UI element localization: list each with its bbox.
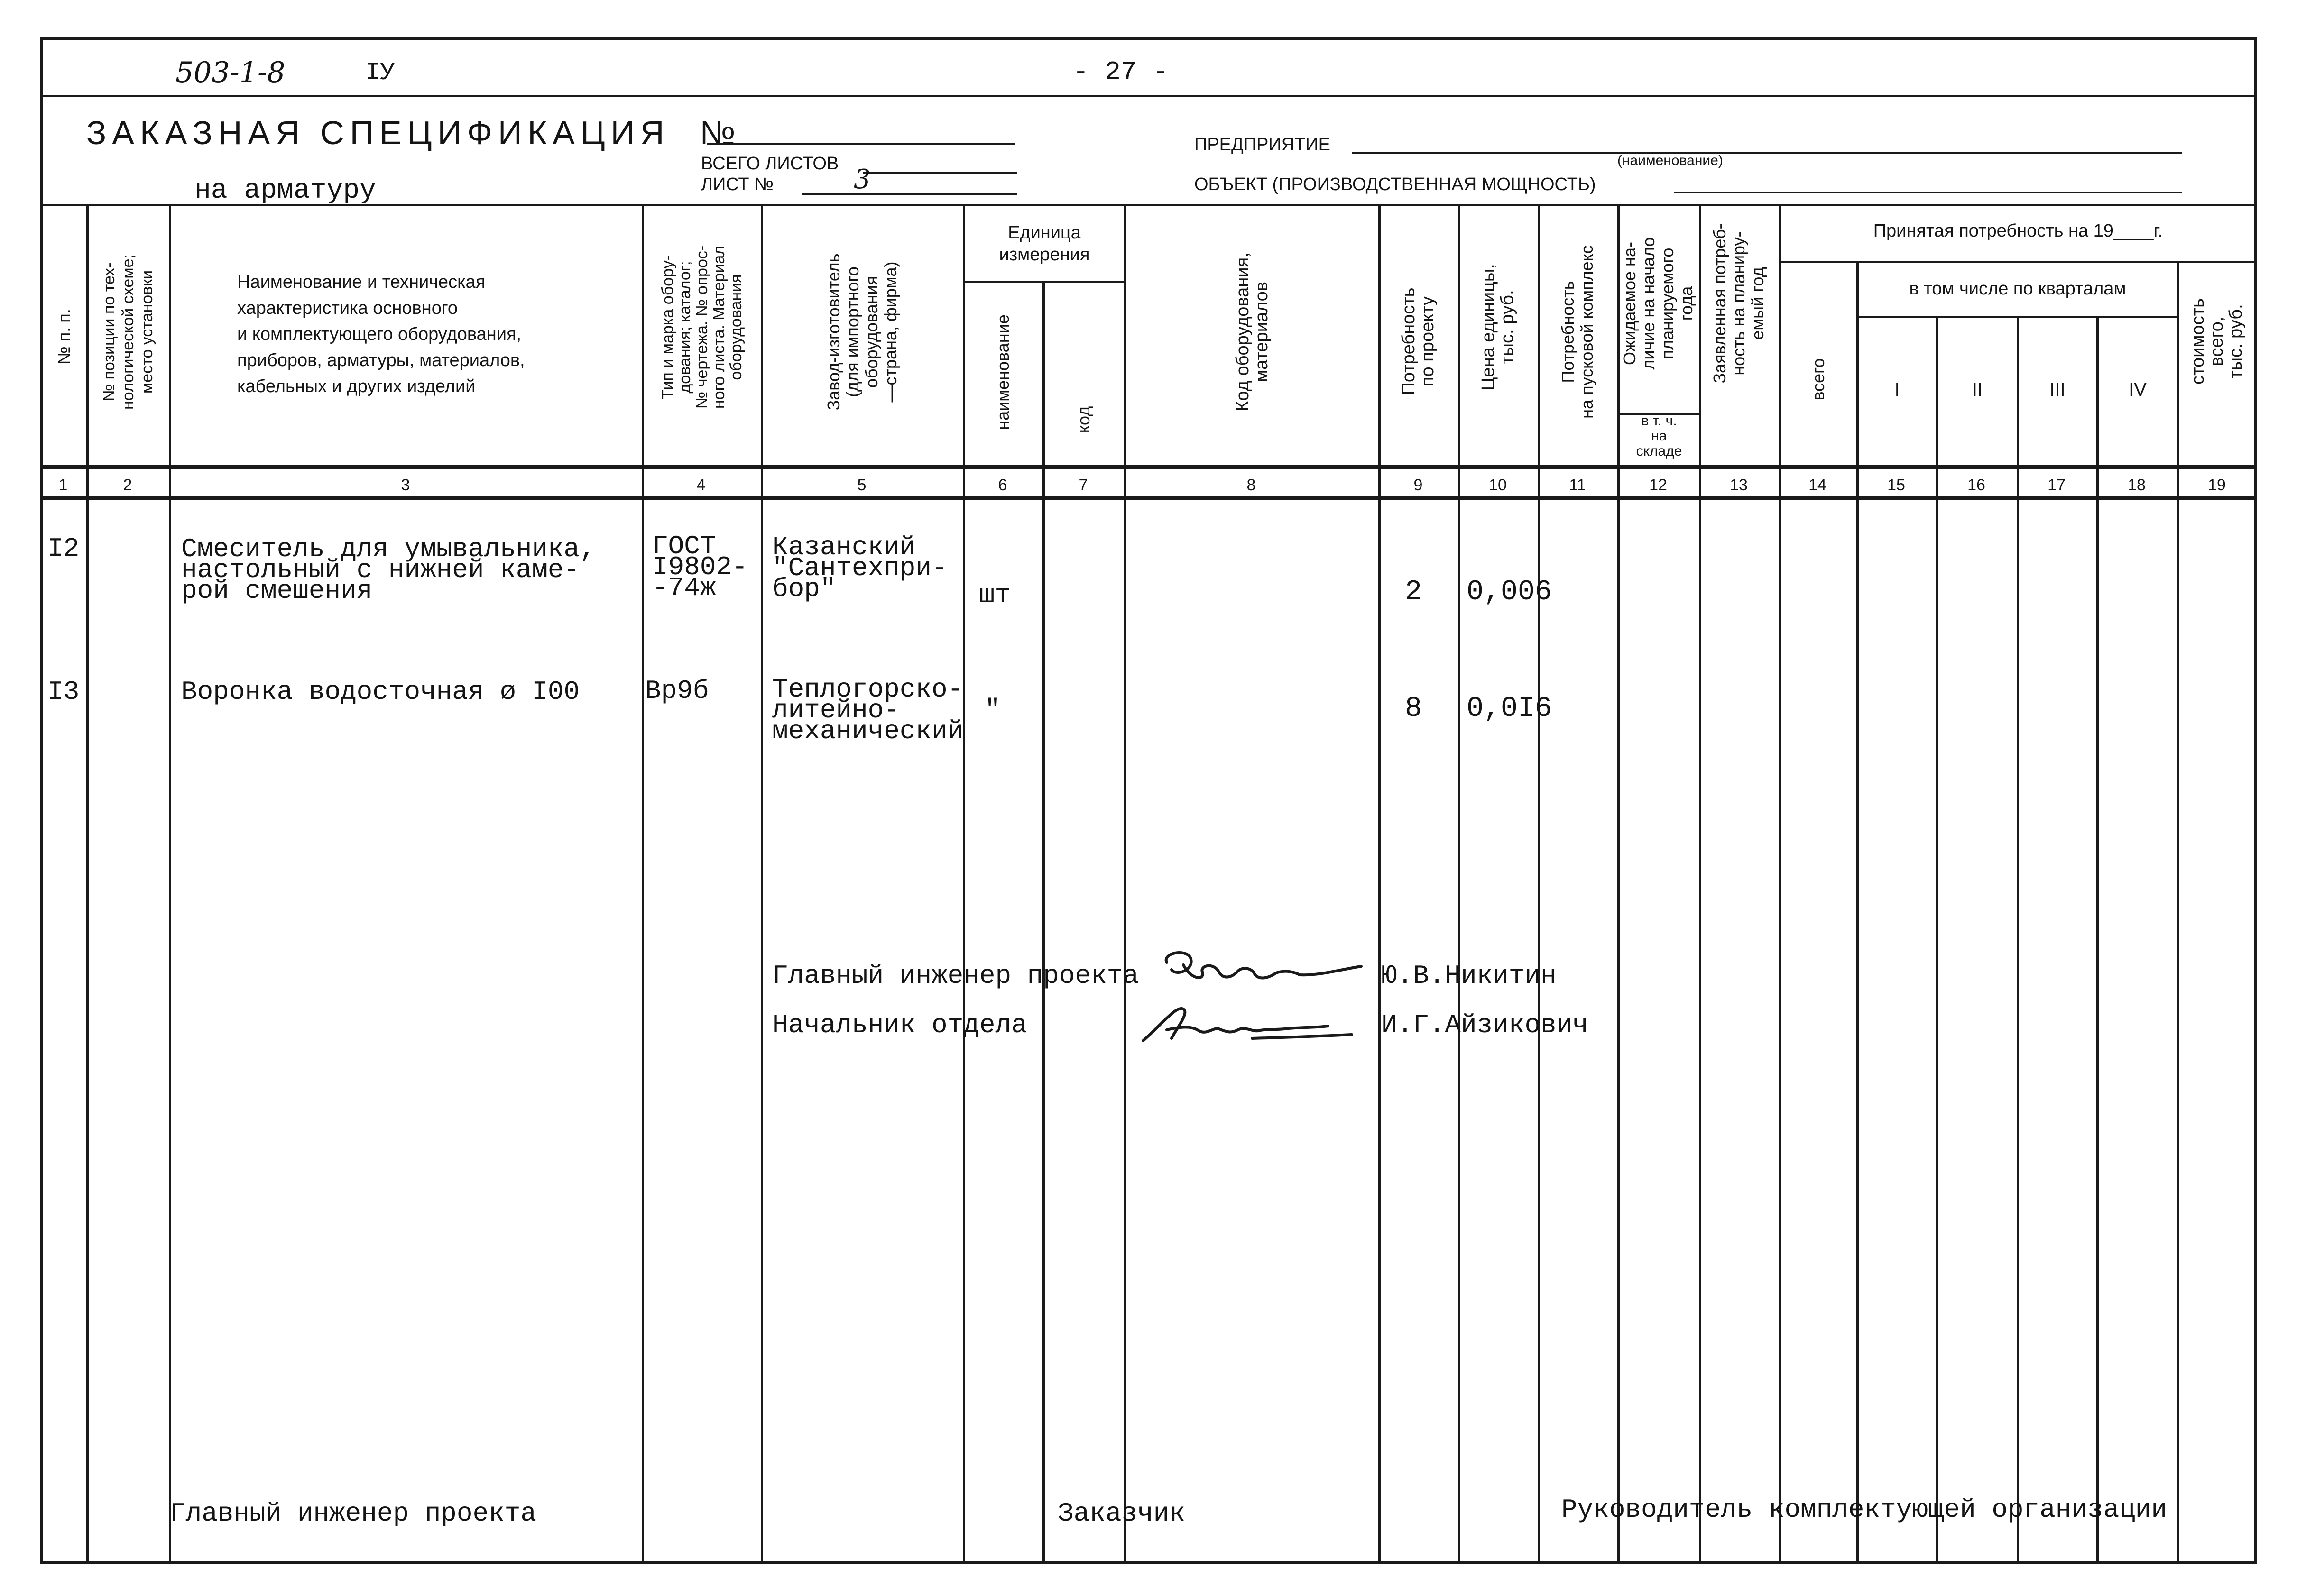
col-rule-15 (1936, 316, 1938, 1564)
col-rule-4 (761, 204, 763, 1564)
sheet-no-label: ЛИСТ № (701, 174, 774, 194)
column-number: 4 (696, 476, 706, 494)
col-header-11: Потребность на пусковой комплекс (1558, 245, 1596, 419)
col-header-12: Ожидаемое на- личие на начало планируемого года (1620, 237, 1696, 370)
sheet-no-value: 3 (854, 164, 871, 195)
col-header-13: Заявленная потреб- ность на планиру- емый год (1710, 223, 1767, 384)
row-price: 0,006 (1467, 576, 1552, 608)
col-rule-1 (86, 204, 89, 1564)
footer-middle: Заказчик (1058, 1498, 1185, 1529)
row-type: Вр9б (645, 676, 709, 706)
column-number: 18 (2128, 476, 2146, 494)
column-number-rule (40, 496, 2257, 500)
enterprise-line (1352, 152, 2182, 154)
col-rule-6 (1042, 281, 1045, 1564)
col-header-q4: IV (2129, 379, 2147, 400)
col-rule-9 (1458, 204, 1460, 1564)
chief-engineer-title: Главный инженер проекта (772, 961, 1139, 991)
row-price: 0,0I6 (1467, 693, 1552, 725)
chief-engineer-name: Ю.В.Никитин (1381, 961, 1557, 991)
footer-left: Главный инженер проекта (170, 1498, 536, 1529)
col-rule-2 (169, 204, 171, 1564)
footer-right: Руководитель комплектующей организации (1561, 1495, 2168, 1525)
col-rule-13 (1779, 204, 1781, 1564)
column-number: 12 (1649, 476, 1667, 494)
row-manufacturer: Теплогорско- литейно- механический (772, 674, 964, 746)
row-unit: шт (979, 580, 1011, 610)
column-number: 11 (1569, 476, 1586, 494)
chief-engineer-signature (1157, 944, 1366, 996)
col-rule-14 (1856, 261, 1859, 1564)
col-header-19: стоимость всего, тыс. руб. (2188, 298, 2246, 385)
row-type: ГОСТ I9802- -74ж (652, 531, 748, 603)
col-header-9: Потребность по проекту (1399, 287, 1438, 395)
column-number: 7 (1079, 476, 1088, 494)
col-header-6: наименование (993, 314, 1013, 430)
object-label: ОБЪЕКТ (ПРОИЗВОДСТВЕННАЯ МОЩНОСТЬ) (1194, 174, 1596, 194)
row-unit: " (985, 695, 1001, 725)
col-header-3: Наименование и техническая характеристика основного и комплектующего оборудования, приборов, арматуры, материалов, кабельных и других изделий (237, 272, 525, 396)
row-quantity: 2 (1405, 576, 1422, 608)
dept-head-title: Начальник отдела (772, 1010, 1027, 1040)
col-rule-18 (2177, 261, 2179, 1564)
column-number: 1 (58, 476, 68, 494)
row-quantity: 8 (1405, 693, 1422, 725)
accepted-group-rule (1780, 261, 2257, 263)
col-header-q1: I (1894, 379, 1900, 400)
header-top-rule (40, 204, 2257, 206)
title-top-rule (40, 95, 2257, 97)
column-number: 15 (1887, 476, 1905, 494)
total-sheets-line (863, 172, 1017, 174)
column-number: 2 (123, 476, 132, 494)
col-header-q3: III (2049, 379, 2066, 400)
col-header-q2: II (1972, 379, 1983, 400)
col-header-1: № п. п. (54, 309, 74, 365)
series-number: 503-1-8 (175, 56, 286, 89)
row-name: Воронка водосточная ø I00 (181, 677, 580, 707)
col-header-12-stock: в т. ч. на складе (1636, 413, 1682, 459)
col-rule-8 (1378, 204, 1381, 1564)
col-rule-17 (2096, 316, 2099, 1564)
column-number: 9 (1413, 476, 1423, 494)
col-header-5: Завод-изготовитель (для импортного оборудования —страна, фирма) (824, 253, 900, 411)
column-number: 13 (1730, 476, 1748, 494)
row-manufacturer: Казанский "Сантехпри- бор" (772, 532, 948, 604)
column-number: 16 (1967, 476, 1985, 494)
row-number: I2 (47, 533, 80, 564)
enterprise-label: ПРЕДПРИЯТИЕ (1194, 135, 1331, 155)
col-header-2: № позиции по тех- нологической схеме; место установки (100, 254, 156, 410)
col-header-accepted-group: Принятая потребность на 19____г. (1873, 221, 2163, 241)
column-number: 19 (2208, 476, 2226, 494)
column-number: 5 (857, 476, 867, 494)
header-bottom-rule (40, 465, 2257, 469)
object-line (1674, 192, 2182, 193)
column-number: 17 (2048, 476, 2066, 494)
column-number: 14 (1808, 476, 1827, 494)
col-rule-10 (1538, 204, 1540, 1564)
col-rule-5 (963, 204, 965, 1564)
column-number: 8 (1246, 476, 1256, 494)
col-rule-11 (1617, 204, 1620, 1564)
form-title: ЗАКАЗНАЯ СПЕЦИФИКАЦИЯ № (86, 114, 741, 151)
column-number: 6 (998, 476, 1007, 494)
col-header-quarters-group: в том числе по кварталам (1909, 279, 2126, 299)
col-rule-7 (1124, 204, 1126, 1564)
spec-number-line (707, 143, 1015, 145)
col-header-10: Цена единицы, тыс. руб. (1478, 264, 1517, 391)
total-sheets-label: ВСЕГО ЛИСТОВ (701, 154, 839, 174)
column-number: 10 (1489, 476, 1507, 494)
volume-number: IУ (365, 59, 395, 87)
column-number: 3 (401, 476, 410, 494)
col-rule-16 (2017, 316, 2019, 1564)
page-number: - 27 - (1073, 57, 1169, 87)
col-header-unit-group: Единица измерения (999, 223, 1090, 265)
row-name: Смеситель для умывальника, настольный с нижней каме- рой смешения (181, 534, 596, 606)
dept-head-name: И.Г.Айзикович (1381, 1010, 1588, 1040)
col-header-8: Код оборудования, материалов (1233, 252, 1272, 412)
col-rule-12 (1699, 204, 1701, 1564)
row-number: I3 (47, 677, 80, 707)
col-header-7: код (1074, 406, 1093, 433)
enterprise-hint: (наименование) (1617, 153, 1723, 168)
form-subtitle: на арматуру (194, 175, 376, 206)
col-rule-3 (642, 204, 644, 1564)
dept-head-signature (1134, 996, 1361, 1053)
sheet-no-line (802, 193, 1017, 195)
col-header-4: Тип и марка обору- дования; каталог; № чертежа. № опрос- ного листа. Материал оборудования (659, 245, 745, 409)
form-frame (40, 37, 2257, 1564)
col-header-14: всего (1808, 358, 1828, 401)
